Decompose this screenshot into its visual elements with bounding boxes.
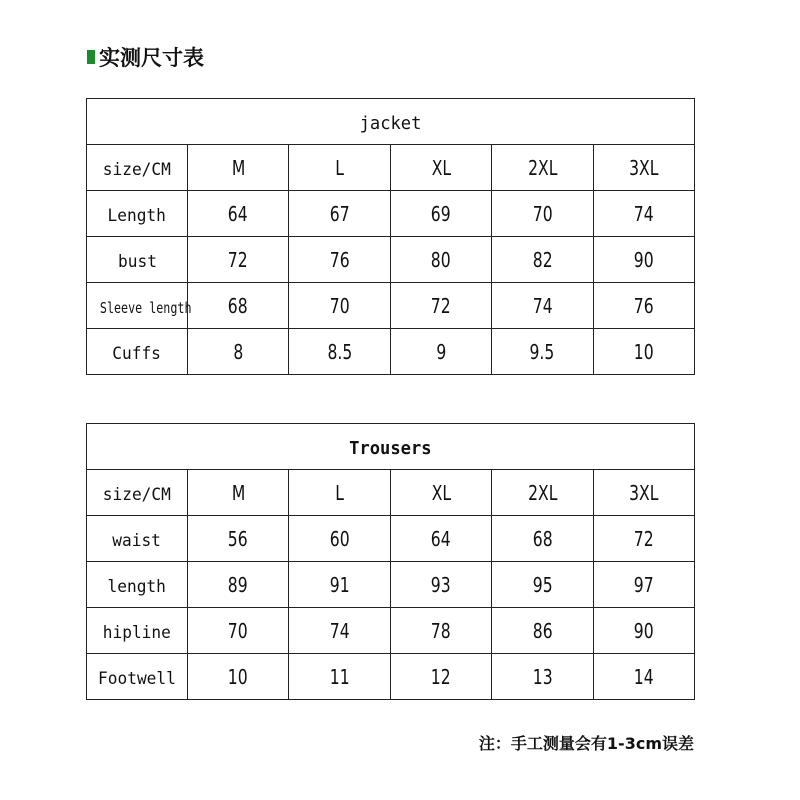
table-row: [87, 191, 695, 237]
table-cell: 76: [593, 283, 694, 329]
header-cell: XL: [390, 470, 491, 516]
table-cell: 97: [593, 562, 694, 608]
table-cell: 86: [492, 608, 593, 654]
table-cell: 9: [390, 329, 491, 375]
table-cell: 72: [593, 516, 694, 562]
trousers-header-row: [87, 470, 695, 516]
trousers-caption: Trousers: [87, 424, 695, 470]
header-cell: M: [188, 470, 289, 516]
table-row: [87, 283, 695, 329]
table-row: [87, 516, 695, 562]
table-cell: 90: [593, 237, 694, 283]
table-row: [87, 329, 695, 375]
measurement-note: 注：手工测量会有1-3cm误差: [478, 734, 694, 753]
jacket-size-table: [86, 98, 695, 375]
table-cell: 69: [390, 191, 491, 237]
row-label: Length: [87, 191, 188, 237]
table-cell: 14: [593, 654, 694, 700]
header-cell: 2XL: [492, 470, 593, 516]
table-cell: 74: [492, 283, 593, 329]
page-heading: [87, 42, 204, 72]
table-cell: 90: [593, 608, 694, 654]
row-label: hipline: [87, 608, 188, 654]
row-label: Sleeve length: [87, 283, 188, 329]
row-label: Cuffs: [87, 329, 188, 375]
table-cell: 91: [289, 562, 390, 608]
table-cell: 93: [390, 562, 491, 608]
table-row: [87, 237, 695, 283]
table-cell: 10: [188, 654, 289, 700]
table-cell: 68: [492, 516, 593, 562]
table-cell: 12: [390, 654, 491, 700]
table-cell: 74: [289, 608, 390, 654]
table-cell: 10: [593, 329, 694, 375]
table-cell: 11: [289, 654, 390, 700]
table-cell: 82: [492, 237, 593, 283]
jacket-caption-row: [87, 99, 695, 145]
table-cell: 70: [492, 191, 593, 237]
table-cell: 72: [390, 283, 491, 329]
header-cell: 3XL: [593, 145, 694, 191]
jacket-caption: jacket: [87, 99, 695, 145]
table-cell: 9.5: [492, 329, 593, 375]
green-marker-icon: [87, 50, 95, 64]
header-cell: size/CM: [87, 145, 188, 191]
header-cell: 3XL: [593, 470, 694, 516]
table-cell: 76: [289, 237, 390, 283]
table-cell: 78: [390, 608, 491, 654]
header-cell: XL: [390, 145, 491, 191]
table-cell: 70: [289, 283, 390, 329]
table-row: [87, 562, 695, 608]
table-cell: 64: [390, 516, 491, 562]
table-cell: 60: [289, 516, 390, 562]
table-cell: 8.5: [289, 329, 390, 375]
table-cell: 68: [188, 283, 289, 329]
header-cell: L: [289, 470, 390, 516]
trousers-size-table: [86, 423, 695, 700]
header-cell: L: [289, 145, 390, 191]
table-cell: 64: [188, 191, 289, 237]
table-cell: 80: [390, 237, 491, 283]
table-cell: 74: [593, 191, 694, 237]
table-row: [87, 608, 695, 654]
row-label: Footwell: [87, 654, 188, 700]
table-cell: 8: [188, 329, 289, 375]
row-label: length: [87, 562, 188, 608]
table-cell: 56: [188, 516, 289, 562]
table-cell: 13: [492, 654, 593, 700]
row-label: waist: [87, 516, 188, 562]
header-cell: M: [188, 145, 289, 191]
row-label: bust: [87, 237, 188, 283]
table-row: [87, 654, 695, 700]
jacket-header-row: [87, 145, 695, 191]
header-cell: 2XL: [492, 145, 593, 191]
table-cell: 72: [188, 237, 289, 283]
trousers-caption-row: [87, 424, 695, 470]
table-cell: 70: [188, 608, 289, 654]
page-title: 实测尺寸表: [99, 46, 204, 70]
table-cell: 89: [188, 562, 289, 608]
table-cell: 67: [289, 191, 390, 237]
table-cell: 95: [492, 562, 593, 608]
header-cell: size/CM: [87, 470, 188, 516]
